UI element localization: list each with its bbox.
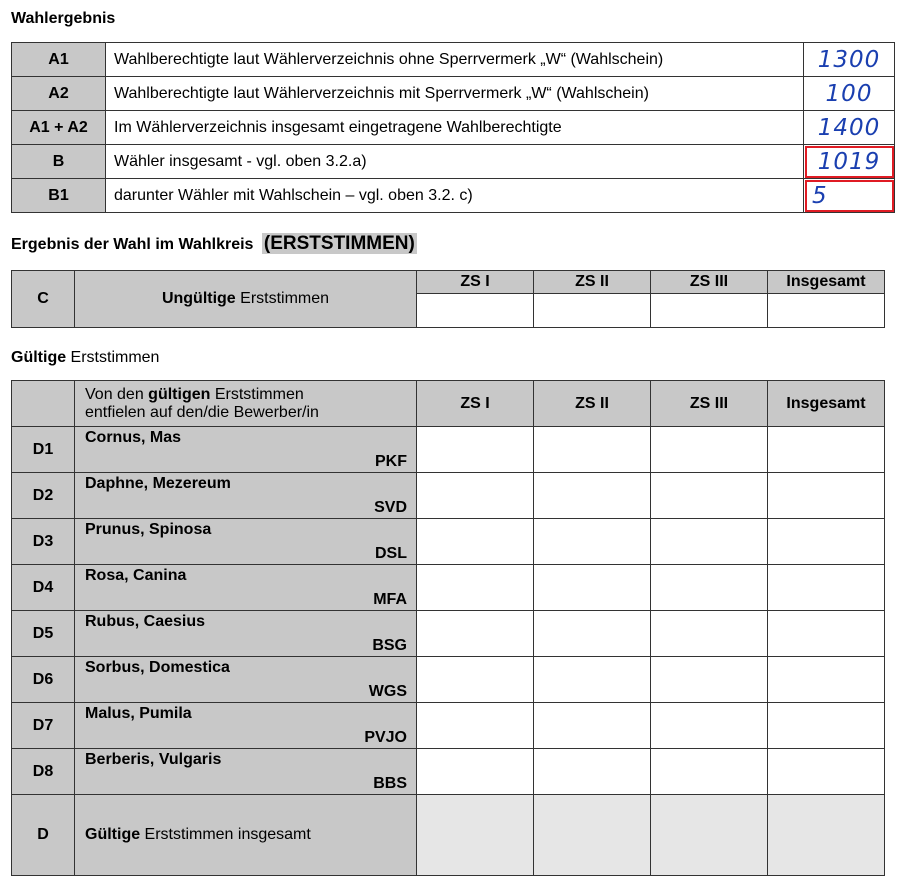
candidate-name: Cornus, Mas — [85, 429, 182, 446]
table-row — [12, 611, 885, 657]
table-row — [12, 657, 885, 703]
table-row — [12, 179, 895, 213]
section-title-gueltige — [11, 349, 159, 367]
input-cell[interactable] — [651, 519, 768, 565]
input-cell[interactable] — [768, 611, 885, 657]
candidate-party: SVD — [374, 499, 407, 516]
input-cell[interactable] — [534, 611, 651, 657]
label-rest: Erststimmen — [235, 290, 330, 307]
input-cell[interactable] — [768, 294, 885, 328]
table-row — [12, 111, 895, 145]
candidate-name: Berberis, Vulgaris — [85, 751, 222, 768]
column-header: ZS II — [534, 381, 651, 427]
input-cell[interactable] — [417, 519, 534, 565]
input-cell[interactable] — [651, 657, 768, 703]
column-header: Insgesamt — [768, 381, 885, 427]
header-pre: Von den — [85, 385, 149, 403]
column-header: ZS III — [651, 381, 768, 427]
input-cell[interactable] — [417, 473, 534, 519]
candidate-cell — [75, 657, 417, 703]
header-bold: gültigen — [148, 385, 211, 403]
input-cell[interactable] — [417, 294, 534, 328]
candidate-party: MFA — [373, 591, 407, 608]
ungueltige-table — [11, 270, 885, 328]
candidate-cell — [75, 473, 417, 519]
value-field-a1[interactable]: 1300 — [804, 43, 895, 77]
column-header: ZS II — [534, 271, 651, 294]
column-header: ZS I — [417, 271, 534, 294]
candidate-cell — [75, 703, 417, 749]
row-code: D6 — [12, 657, 75, 703]
row-code: A1 + A2 — [12, 111, 106, 145]
candidate-party: BBS — [373, 775, 407, 792]
title-rest: Erststimmen — [66, 349, 160, 366]
sum-row — [12, 795, 885, 876]
label-bold: Ungültige — [161, 290, 236, 307]
input-cell[interactable] — [651, 294, 768, 328]
input-cell[interactable] — [534, 749, 651, 795]
input-cell[interactable] — [768, 703, 885, 749]
row-code: A1 — [12, 43, 106, 77]
gueltige-table — [11, 380, 885, 876]
candidate-name: Prunus, Spinosa — [85, 521, 212, 538]
input-cell[interactable] — [417, 427, 534, 473]
section-title-erststimmen — [11, 233, 417, 255]
table-row — [12, 77, 895, 111]
row-code: B — [12, 145, 106, 179]
input-cell[interactable] — [768, 749, 885, 795]
table-row — [12, 749, 885, 795]
value-field-a2[interactable]: 100 — [804, 77, 895, 111]
input-cell[interactable] — [768, 519, 885, 565]
value-field-b1[interactable]: 5 — [804, 179, 895, 213]
table-row — [12, 427, 885, 473]
input-cell[interactable] — [651, 565, 768, 611]
row-code: D7 — [12, 703, 75, 749]
candidate-name: Daphne, Mezereum — [85, 475, 231, 492]
input-cell[interactable] — [534, 294, 651, 328]
input-cell[interactable] — [534, 657, 651, 703]
title-highlight: (ERSTSTIMMEN) — [263, 233, 415, 254]
candidate-name: Sorbus, Domestica — [85, 659, 230, 676]
candidate-cell — [75, 611, 417, 657]
row-description: Wähler insgesamt - vgl. oben 3.2.a) — [106, 145, 804, 179]
header-label — [75, 381, 417, 427]
row-description: Im Wählerverzeichnis insgesamt eingetragene Wahlberechtigte — [106, 111, 804, 145]
candidate-party: DSL — [375, 545, 407, 562]
row-code: C — [12, 271, 75, 328]
table-header-row — [12, 271, 885, 294]
row-code: D8 — [12, 749, 75, 795]
candidate-cell — [75, 427, 417, 473]
sum-label — [75, 795, 417, 876]
value-field-b[interactable]: 1019 — [804, 145, 895, 179]
sum-label-bold: Gültige — [85, 826, 141, 843]
header-line2: entfielen auf den/die Bewerber/in — [85, 403, 319, 421]
row-description: Wahlberechtigte laut Wählerverzeichnis mit Sperrvermerk „W“ (Wahlschein) — [106, 77, 804, 111]
row-code: D2 — [12, 473, 75, 519]
row-code: D5 — [12, 611, 75, 657]
input-cell[interactable] — [768, 473, 885, 519]
candidate-party: WGS — [368, 683, 407, 700]
sum-label-rest: Erststimmen insgesamt — [140, 826, 311, 843]
table-row — [12, 519, 885, 565]
row-label — [75, 271, 417, 328]
input-cell[interactable] — [417, 657, 534, 703]
input-cell[interactable] — [417, 749, 534, 795]
input-cell[interactable] — [417, 611, 534, 657]
table-header-row — [12, 381, 885, 427]
table-row — [12, 145, 895, 179]
candidate-cell — [75, 519, 417, 565]
column-header: ZS I — [417, 381, 534, 427]
input-cell[interactable] — [768, 657, 885, 703]
column-header: Insgesamt — [768, 271, 885, 294]
input-cell[interactable] — [768, 427, 885, 473]
value-field-a1-a2[interactable]: 1400 — [804, 111, 895, 145]
input-cell[interactable] — [768, 565, 885, 611]
table-row — [12, 565, 885, 611]
input-cell[interactable] — [534, 519, 651, 565]
input-cell[interactable] — [417, 565, 534, 611]
input-cell[interactable] — [651, 703, 768, 749]
candidate-party: PKF — [375, 453, 407, 470]
sum-cell[interactable] — [651, 795, 768, 876]
row-code: A2 — [12, 77, 106, 111]
table-row — [12, 703, 885, 749]
column-header: ZS III — [651, 271, 768, 294]
candidate-name: Malus, Pumila — [85, 705, 192, 722]
row-description: Wahlberechtigte laut Wählerverzeichnis ohne Sperrvermerk „W“ (Wahlschein) — [106, 43, 804, 77]
candidate-cell — [75, 749, 417, 795]
candidate-party: PVJO — [364, 729, 407, 746]
header-code-cell — [12, 381, 75, 427]
sum-cell[interactable] — [534, 795, 651, 876]
sum-cell[interactable] — [768, 795, 885, 876]
candidate-cell — [75, 565, 417, 611]
candidate-name: Rubus, Caesius — [85, 613, 206, 630]
candidate-party: BSG — [372, 637, 407, 654]
section-title-wahlergebnis: Wahlergebnis — [11, 10, 116, 27]
input-cell[interactable] — [534, 565, 651, 611]
row-description: darunter Wähler mit Wahlschein – vgl. oben 3.2. c) — [106, 179, 804, 213]
input-cell[interactable] — [651, 611, 768, 657]
candidate-name: Rosa, Canina — [85, 567, 187, 584]
table-row — [12, 473, 885, 519]
header-post: Erststimmen — [210, 385, 304, 403]
title-bold: Gültige — [11, 349, 67, 366]
wahlergebnis-table — [11, 42, 895, 213]
input-cell[interactable] — [651, 473, 768, 519]
row-code: D1 — [12, 427, 75, 473]
input-cell[interactable] — [534, 473, 651, 519]
title-prefix: Ergebnis der Wahl im Wahlkreis — [11, 236, 254, 253]
row-code: B1 — [12, 179, 106, 213]
table-row — [12, 43, 895, 77]
input-cell[interactable] — [534, 703, 651, 749]
input-cell[interactable] — [651, 427, 768, 473]
input-cell[interactable] — [417, 703, 534, 749]
sum-cell[interactable] — [417, 795, 534, 876]
row-code: D — [12, 795, 75, 876]
input-cell[interactable] — [651, 749, 768, 795]
row-code: D3 — [12, 519, 75, 565]
row-code: D4 — [12, 565, 75, 611]
input-cell[interactable] — [534, 427, 651, 473]
